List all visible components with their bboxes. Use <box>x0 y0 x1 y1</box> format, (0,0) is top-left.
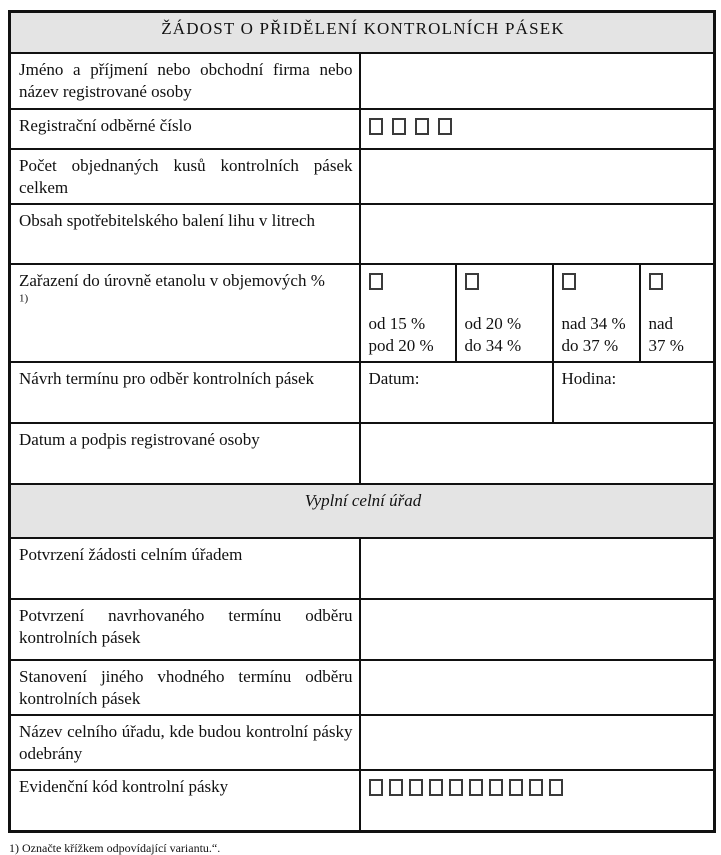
label-name: Jméno a příjmení nebo obchodní firma nebo název registrované osoby <box>10 53 360 109</box>
checkbox[interactable] <box>469 779 483 796</box>
reg-number-input-cell[interactable] <box>360 109 715 149</box>
label-ethanol <box>10 264 360 362</box>
confirm-term-input-cell[interactable] <box>360 599 715 660</box>
hodina-label: Hodina: <box>561 368 617 388</box>
checkbox[interactable] <box>409 779 423 796</box>
checkbox[interactable] <box>489 779 503 796</box>
ethanol-option-1-checkbox[interactable] <box>369 273 383 290</box>
ethanol-option-1-cell <box>360 264 456 362</box>
ethanol-option-4-cell <box>640 264 715 362</box>
checkbox[interactable] <box>549 779 563 796</box>
label-confirm-request: Potvrzení žádosti celním úřadem <box>10 538 360 599</box>
signature-input-cell[interactable] <box>360 423 715 484</box>
checkbox[interactable] <box>438 118 452 135</box>
label-other-term: Stanovení jiného vhodného termínu odběru kontrolních pásek <box>10 660 360 715</box>
checkbox[interactable] <box>369 779 383 796</box>
confirm-request-input-cell[interactable] <box>360 538 715 599</box>
ethanol-option-1-line2: pod 20 % <box>368 335 434 355</box>
name-input-cell[interactable] <box>360 53 715 109</box>
count-total-input-cell[interactable] <box>360 149 715 204</box>
ethanol-option-1-line1: od 15 % <box>368 313 426 333</box>
label-ethanol-text: Zařazení do úrovně etanolu v objemových % <box>19 270 325 290</box>
other-term-input-cell[interactable] <box>360 660 715 715</box>
evidence-code-input-cell[interactable] <box>360 770 715 832</box>
ethanol-option-4-line1: nad <box>648 313 674 333</box>
label-reg-number: Registrační odběrné číslo <box>10 109 360 149</box>
datum-label: Datum: <box>368 368 420 388</box>
label-confirm-term: Potvrzení navrhovaného termínu odběru kontrolních pásek <box>10 599 360 660</box>
label-volume: Obsah spotřebitelského balení lihu v litrech <box>10 204 360 264</box>
checkbox[interactable] <box>509 779 523 796</box>
term-date-input-cell[interactable] <box>360 362 553 423</box>
checkbox[interactable] <box>369 118 383 135</box>
checkbox[interactable] <box>415 118 429 135</box>
ethanol-option-4-line2: 37 % <box>648 335 684 355</box>
checkbox[interactable] <box>449 779 463 796</box>
checkbox[interactable] <box>389 779 403 796</box>
customs-section-header: Vyplní celní úřad <box>10 484 715 538</box>
ethanol-option-4-checkbox[interactable] <box>649 273 663 290</box>
ethanol-option-3-line1: nad 34 % <box>561 313 626 333</box>
footnote: 1) Označte křížkem odpovídající variantu.“. <box>9 841 221 855</box>
label-term-proposal: Návrh termínu pro odběr kontrolních pásek <box>10 362 360 423</box>
checkbox[interactable] <box>529 779 543 796</box>
ethanol-option-2-line2: do 34 % <box>464 335 522 355</box>
label-evidence-code: Evidenční kód kontrolní pásky <box>10 770 360 832</box>
ethanol-option-3-cell <box>553 264 640 362</box>
ethanol-option-3-line2: do 37 % <box>561 335 619 355</box>
ethanol-option-2-checkbox[interactable] <box>465 273 479 290</box>
reg-number-boxes <box>369 116 461 135</box>
label-signature: Datum a podpis registrované osoby <box>10 423 360 484</box>
label-office-name: Název celního úřadu, kde budou kontrolní pásky odebrány <box>10 715 360 770</box>
ethanol-option-2-cell <box>456 264 553 362</box>
ethanol-footnote-ref: 1) <box>19 291 29 304</box>
ethanol-option-2-line1: od 20 % <box>464 313 522 333</box>
checkbox[interactable] <box>429 779 443 796</box>
form-title: ŽÁDOST O PŘIDĚLENÍ KONTROLNÍCH PÁSEK <box>10 12 715 53</box>
label-count-total: Počet objednaných kusů kontrolních pásek celkem <box>10 149 360 204</box>
evidence-code-boxes <box>369 777 569 796</box>
term-hour-input-cell[interactable] <box>553 362 715 423</box>
application-form-table <box>8 10 716 833</box>
office-name-input-cell[interactable] <box>360 715 715 770</box>
ethanol-option-3-checkbox[interactable] <box>562 273 576 290</box>
checkbox[interactable] <box>392 118 406 135</box>
volume-input-cell[interactable] <box>360 204 715 264</box>
